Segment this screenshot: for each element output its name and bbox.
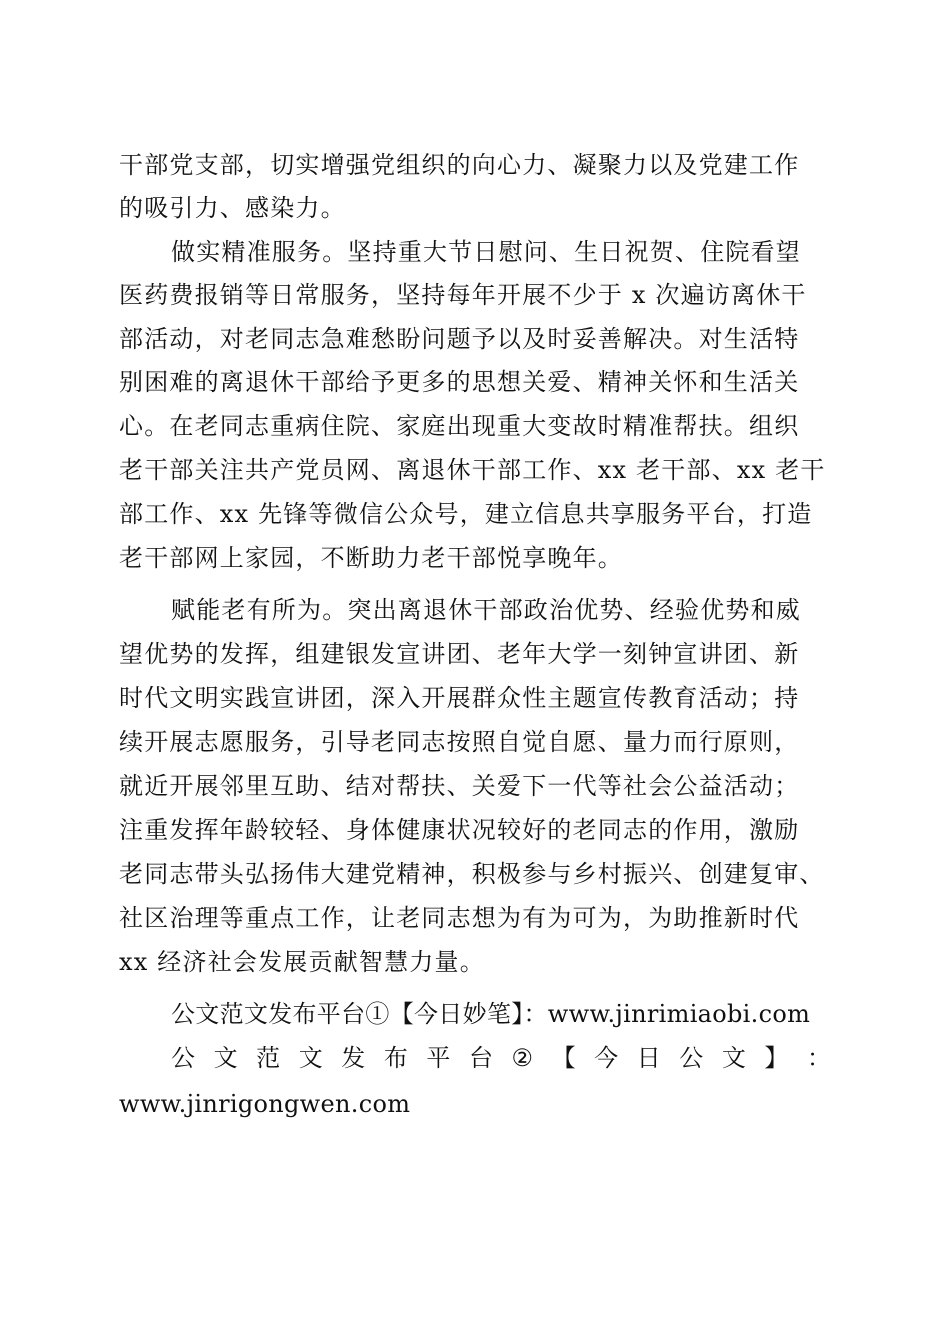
text-line: 老干部关注共产党员网、离退休干部工作、xx 老干部、xx 老干 — [119, 456, 826, 484]
footer-char: 范 — [256, 1044, 281, 1072]
footer-char: 文 — [721, 1044, 746, 1072]
footer-char: 】 — [764, 1044, 789, 1072]
footer-char: 台 — [468, 1044, 493, 1072]
footer-char: ② — [511, 1044, 534, 1072]
footer-char: 公 — [679, 1044, 704, 1072]
footer-char: 公 — [171, 1044, 195, 1072]
text-line: 老干部网上家园，不断助力老干部悦享晚年。 — [119, 544, 623, 572]
text-line: xx 经济社会发展贡献智慧力量。 — [119, 948, 485, 976]
footer-char: 发 — [341, 1044, 366, 1072]
footer-char: 日 — [636, 1044, 661, 1072]
footer-char: 今 — [594, 1044, 619, 1072]
text-line: 老同志带头弘扬伟大建党精神，积极参与乡村振兴、创建复审、 — [119, 860, 825, 888]
paragraph-start-line: 赋能老有所为。突出离退休干部政治优势、经验优势和威 — [171, 596, 801, 624]
footer-publish-link-1: 公文范文发布平台①【今日妙笔】：www.jinrimiaobi.com — [171, 1000, 811, 1028]
footer-char: ： — [806, 1044, 831, 1072]
text-line: 时代文明实践宣讲团，深入开展群众性主题宣传教育活动；持 — [119, 684, 800, 712]
footer-publish-link-2-url: www.jinrigongwen.com — [119, 1090, 411, 1118]
text-line: 续开展志愿服务，引导老同志按照自觉自愿、量力而行原则， — [119, 728, 800, 756]
text-line: 的吸引力、感染力。 — [119, 194, 346, 222]
text-line: 望优势的发挥，组建银发宣讲团、老年大学一刻钟宣讲团、新 — [119, 640, 800, 668]
text-line: 注重发挥年龄较轻、身体健康状况较好的老同志的作用，激励 — [119, 816, 800, 844]
text-line: 别困难的离退休干部给予更多的思想关爱、精神关怀和生活关 — [119, 368, 800, 396]
text-line: 心。在老同志重病住院、家庭出现重大变故时精准帮扶。组织 — [119, 412, 800, 440]
text-line: 部工作、xx 先锋等微信公众号，建立信息共享服务平台，打造 — [119, 500, 813, 528]
text-line: 部活动，对老同志急难愁盼问题予以及时妥善解决。对生活特 — [119, 325, 800, 353]
footer-char: 文 — [213, 1044, 238, 1072]
text-line: 医药费报销等日常服务，坚持每年开展不少于 x 次遍访离休干 — [119, 281, 807, 309]
footer-char: 平 — [426, 1044, 451, 1072]
footer-publish-link-2-prefix — [171, 1040, 831, 1076]
footer-char: 文 — [298, 1044, 323, 1072]
footer-char: 布 — [383, 1044, 408, 1072]
text-line: 干部党支部，切实增强党组织的向心力、凝聚力以及党建工作 — [119, 151, 800, 179]
text-line: 社区治理等重点工作，让老同志想为有为可为，为助推新时代 — [119, 904, 800, 932]
text-line: 就近开展邻里互助、结对帮扶、关爱下一代等社会公益活动； — [119, 772, 800, 800]
footer-char: 【 — [551, 1044, 576, 1072]
paragraph-start-line: 做实精准服务。坚持重大节日慰问、生日祝贺、住院看望 — [171, 238, 801, 266]
